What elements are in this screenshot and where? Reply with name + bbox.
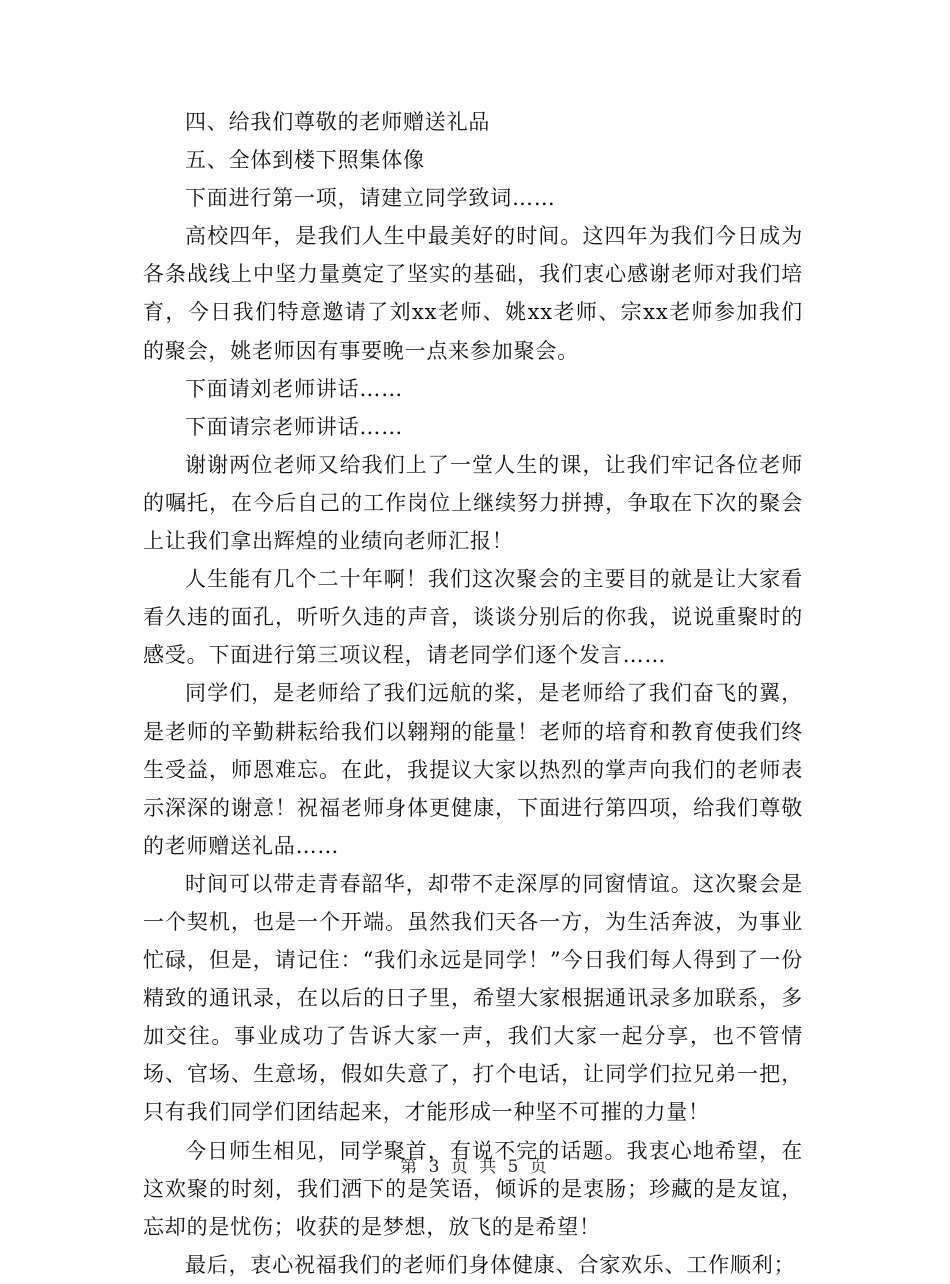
agenda-item-five: 五、全体到楼下照集体像 xyxy=(185,148,425,173)
paragraph: 最后，衷心祝福我们的老师们身体健康、合家欢乐、工作顺利； xyxy=(185,1252,796,1277)
paragraph: 人生能有几个二十年啊！我们这次聚会的主要目的就是让大家看看久违的面孔，听听久违的声音，谈谈分别后的你我，说说重聚时的感受。下面进行第三项议程，请老同学们逐个发言…… xyxy=(143,567,803,668)
paragraph: 同学们，是老师给了我们远航的桨，是老师给了我们奋飞的翼，是老师的辛勤耕耘给我们以翱翔的能量！老师的培育和教育使我们终生受益，师恩难忘。在此，我提议大家以热烈的掌声向我们的老师表示深深的谢意！祝福老师身体更健康，下面进行第四项，给我们尊敬的老师赠送礼品…… xyxy=(143,681,803,858)
paragraph: 下面请宗老师讲话…… xyxy=(185,414,403,439)
page-number-footer: 第 3 页 共 5 页 xyxy=(400,1157,550,1177)
paragraph: 时间可以带走青春韶华，却带不走深厚的同窗情谊。这次聚会是一个契机，也是一个开端。虽然我们天各一方，为生活奔波，为事业忙碌，但是，请记住：“我们永远是同学！”今日我们每人得到了一份精致的通讯录，在以后的日子里，希望大家根据通讯录多加联系，多加交往。事业成功了告诉大家一声，我们大家一起分享，也不管情场、官场、生意场，假如失意了，打个电话，让同学们拉兄弟一把，只有我们同学们团结起来，才能形成一种坚不可摧的力量！ xyxy=(143,871,803,1125)
paragraph: 谢谢两位老师又给我们上了一堂人生的课，让我们牢记各位老师的嘱托，在今后自己的工作岗位上继续努力拼搏，争取在下次的聚会上让我们拿出辉煌的业绩向老师汇报！ xyxy=(143,452,803,554)
document-body xyxy=(143,103,803,1284)
paragraph: 下面请刘老师讲话…… xyxy=(185,376,403,401)
paragraph: 下面进行第一项，请建立同学致词…… xyxy=(185,186,556,211)
paragraph: 今日师生相见，同学聚首，有说不完的话题。我衷心地希望，在这欢聚的时刻，我们洒下的是笑语，倾诉的是衷肠；珍藏的是友谊，忘却的是忧伤；收获的是梦想，放飞的是希望！ xyxy=(143,1138,803,1239)
agenda-item-four: 四、给我们尊敬的老师赠送礼品 xyxy=(185,110,491,134)
paragraph: 高校四年，是我们人生中最美好的时间。这四年为我们今日成为各条战线上中坚力量奠定了坚实的基础，我们衷心感谢老师对我们培育，今日我们特意邀请了刘xx老师、姚xx老师、宗xx老师参加我们的聚会，姚老师因有事要晚一点来参加聚会。 xyxy=(143,224,803,363)
